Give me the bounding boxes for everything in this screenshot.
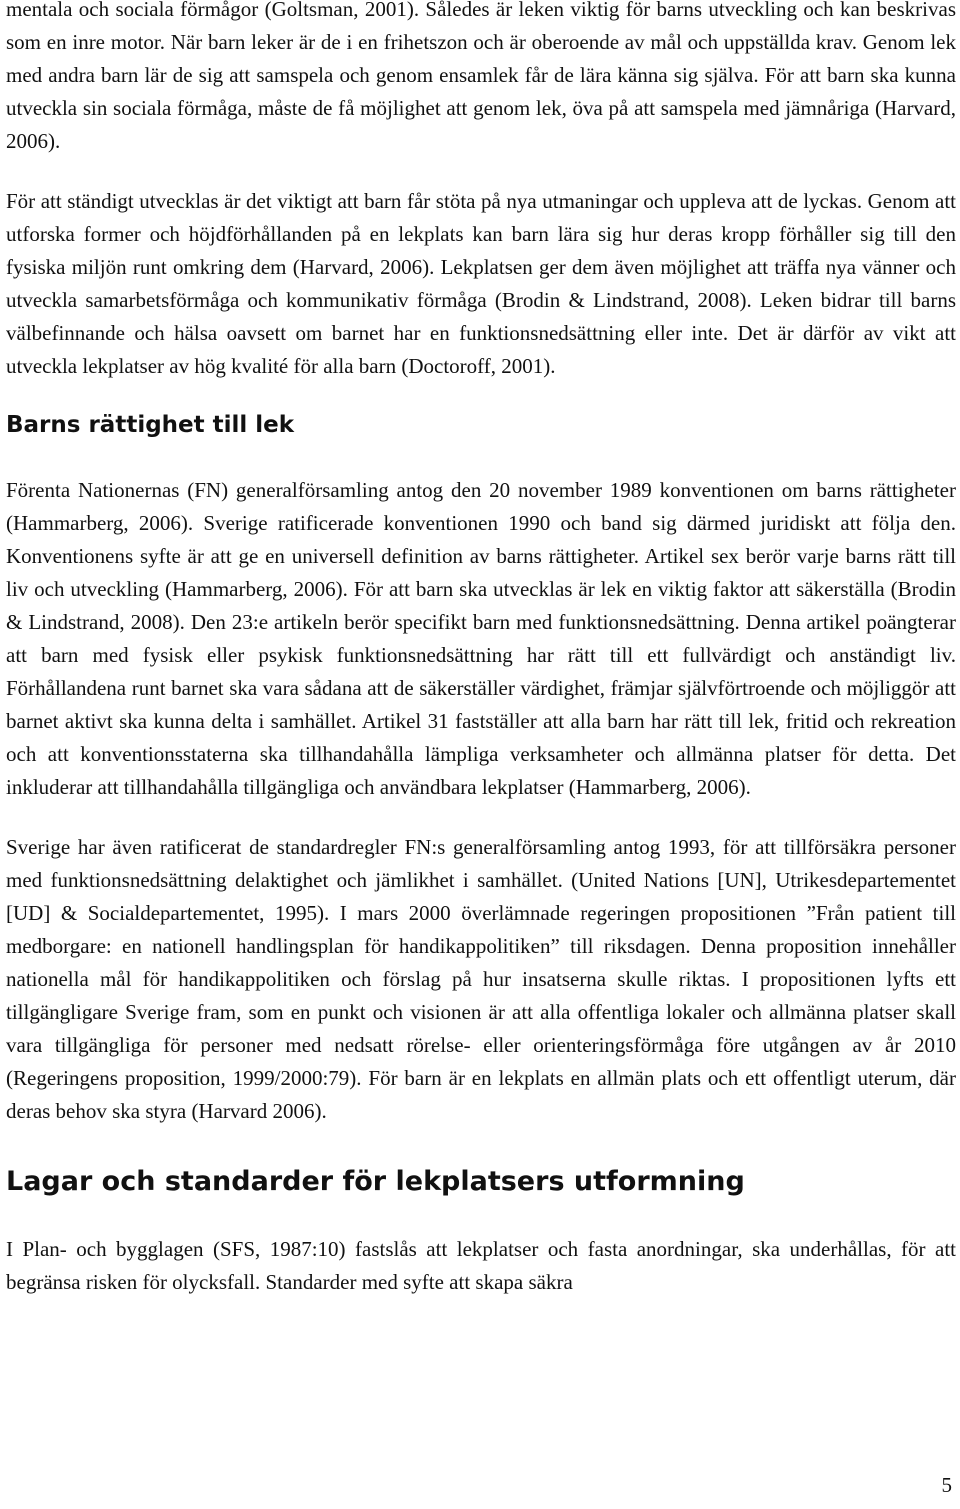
document-page (6, 0, 956, 1299)
paragraph-play-development: mentala och sociala förmågor (Goltsman, 2001). Således är leken viktig för barns utveckling och kan beskrivas som en inre motor. När barn leker är de i en frihetszon och är oberoende av mål och uppställda krav. Genom lek med andra barn lär de sig att samspela och genom ensamlek får de lära känna sig själva. För att barn ska kunna utveckla sin sociala förmåga, måste de få möjlighet att genom lek, öva på att samspela med jämnåriga (Harvard, 2006). (6, 0, 956, 153)
page-number: 5 (941, 1473, 952, 1497)
paragraph-planning-law: I Plan- och bygglagen (SFS, 1987:10) fastslås att lekplatser och fasta anordningar, ska underhållas, för att begränsa risken för olycksfall. Standarder med syfte att skapa säkra (6, 1237, 956, 1294)
paragraph-standard-rules: Sverige har även ratificerat de standardregler FN:s generalförsamling antog 1993, för att tillförsäkra personer med funktionsnedsättning delaktighet och jämlikhet i samhället. (United Nations [UN], Utrikesdepartementet [UD] & Socialdepartementet, 1995). I mars 2000 överlämnade regeringen propositionen ”Från patient till medborgare: en nationell handlingsplan för handikappolitiken” till riksdagen. Denna proposition innehåller nationella mål för handikappolitiken och förslag på hur insatserna skulle riktas. I propositionen lyfts ett tillgängligare Sverige fram, som en punkt och visionen är att alla offentliga lokaler och allmänna platser skall vara tillgängliga för personer med nedsatt rörelse- eller orienteringsförmåga före utgången av år 2010 (Regeringens proposition, 1999/2000:79). För barn är en lekplats en allmän plats och ett offentligt uterum, där deras behov ska styra (Harvard 2006). (6, 835, 956, 1123)
paragraph-challenges: För att ständigt utvecklas är det viktigt att barn får stöta på nya utmaningar och uppleva att de lyckas. Genom att utforska former och höjdförhållanden på en lekplats kan barn lära sig hur deras kropp förhåller sig till den fysiska miljön runt omkring dem (Harvard, 2006). Lekplatsen ger dem även möjlighet att träffa nya vänner och utveckla samarbetsförmåga och kommunikativ förmåga (Brodin & Lindstrand, 2008). Leken bidrar till barns välbefinnande och hälsa oavsett om barnet har en funktionsnedsättning eller inte. Det är därför av vikt att utveckla lekplatser av hög kvalité för alla barn (Doctoroff, 2001). (6, 189, 956, 378)
paragraph-un-convention: Förenta Nationernas (FN) generalförsamling antog den 20 november 1989 konventionen om barns rättigheter (Hammarberg, 2006). Sverige ratificerade konventionen 1990 och band sig därmed juridiskt att följa den. Konventionens syfte är att ge en universell definition av barns rättigheter. Artikel sex berör varje barns rätt till liv och utveckling (Hammarberg, 2006). För att barn ska utvecklas är lek en viktig faktor att säkerställa (Brodin & Lindstrand, 2008). Den 23:e artikeln berör specifikt barn med funktionsnedsättning. Denna artikel poängterar att barn med fysisk eller psykisk funktionsnedsättning har rätt till ett fullvärdigt och anständigt liv. Förhållandena runt barnet ska vara sådana att de säkerställer värdighet, främjar självförtroende och möjliggör att barnet aktivt ska kunna delta i samhället. Artikel 31 fastställer att alla barn har rätt till lek, fritid och rekreation och att konventionsstaterna ska tillhandahålla lämpliga verksamheter och allmänna platser för detta. Det inkluderar att tillhandahålla tillgängliga och användbara lekplatser (Hammarberg, 2006). (6, 478, 956, 799)
paragraph-spacer (6, 804, 956, 831)
heading-laws-and-standards: Lagar och standarder för lekplatsers utformning (6, 1166, 745, 1197)
paragraph-spacer (6, 158, 956, 185)
heading-childrens-right-to-play: Barns rättighet till lek (6, 412, 295, 438)
